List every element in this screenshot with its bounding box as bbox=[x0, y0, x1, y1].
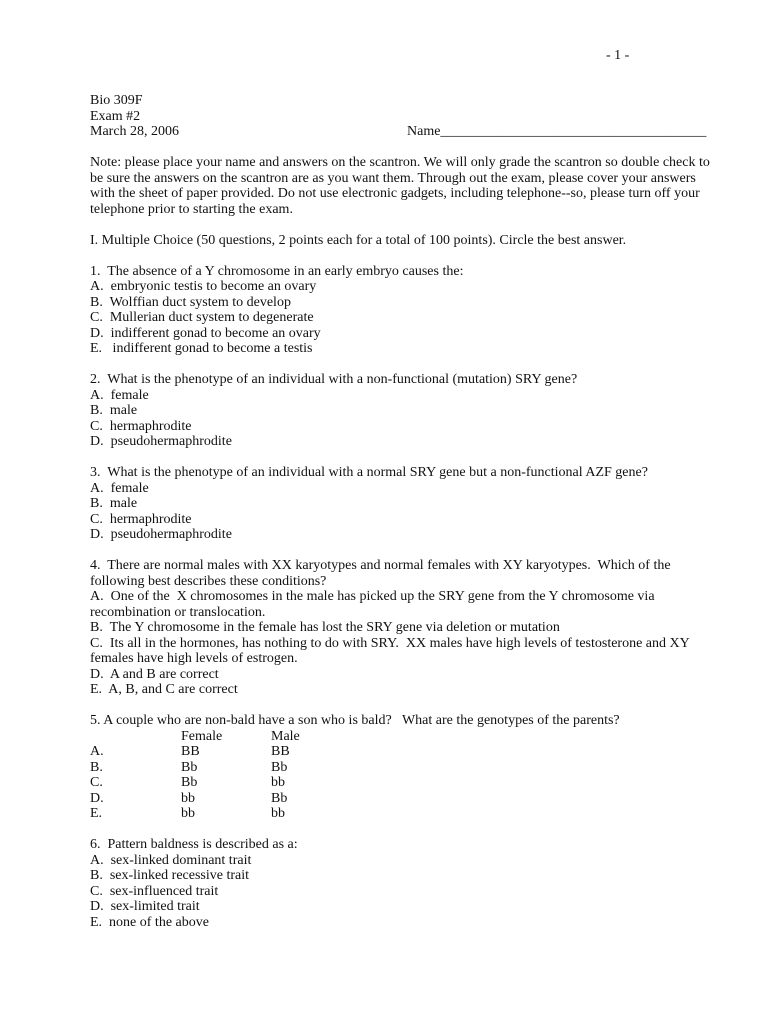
answer-option: B. male bbox=[90, 403, 138, 418]
question-1 bbox=[90, 264, 722, 357]
answer-option: A. One of the X chromosomes in the male has picked up the SRY gene from the Y chromosome via recombination or translocation. bbox=[90, 589, 659, 620]
female-genotype: BB bbox=[181, 744, 200, 759]
exam-date: March 28, 2006 bbox=[90, 124, 180, 139]
question-stem: 3. What is the phenotype of an individual with a normal SRY gene but a non-functional AZF gene? bbox=[90, 465, 648, 480]
question-stem: 6. Pattern baldness is described as a: bbox=[90, 837, 298, 852]
genotype-letter-header bbox=[90, 729, 181, 745]
answer-option: C. sex-influenced trait bbox=[90, 883, 219, 899]
question-stem: 5. A couple who are non-bald have a son who is bald? What are the genotypes of the parents? bbox=[90, 713, 620, 728]
exam-header bbox=[90, 93, 730, 140]
course-line: Bio 309F bbox=[90, 93, 143, 108]
exam-line: Exam #2 bbox=[90, 108, 141, 124]
answer-option: D. sex-limited trait bbox=[90, 899, 200, 914]
option-letter: A. bbox=[90, 744, 104, 759]
page-number: - 1 - bbox=[606, 48, 630, 63]
male-genotype: Bb bbox=[271, 790, 288, 806]
male-genotype: BB bbox=[271, 744, 290, 759]
answer-option: D. pseudohermaphrodite bbox=[90, 527, 232, 542]
question-3 bbox=[90, 465, 722, 543]
exam-body bbox=[90, 155, 722, 946]
question-6 bbox=[90, 837, 722, 930]
female-column-header: Female bbox=[181, 728, 223, 744]
female-genotype: Bb bbox=[181, 775, 198, 790]
answer-option: A. female bbox=[90, 387, 149, 403]
female-genotype: bb bbox=[181, 806, 195, 821]
answer-option: D. pseudohermaphrodite bbox=[90, 434, 232, 449]
male-genotype: Bb bbox=[271, 759, 288, 775]
male-column-header: Male bbox=[271, 728, 300, 744]
option-letter: E. bbox=[90, 806, 103, 821]
answer-option: C. Mullerian duct system to degenerate bbox=[90, 310, 314, 325]
option-letter: C. bbox=[90, 775, 103, 790]
answer-option: A. female bbox=[90, 480, 149, 496]
answer-option: E. indifferent gonad to become a testis bbox=[90, 341, 313, 356]
answer-option: C. Its all in the hormones, has nothing to do with SRY. XX males have high levels of testosterone and XY females have high levels of estrogen. bbox=[90, 635, 693, 666]
answer-option: B. male bbox=[90, 496, 138, 511]
male-genotype: bb bbox=[271, 806, 285, 821]
male-genotype: bb bbox=[271, 775, 285, 790]
genotype-row bbox=[90, 791, 300, 807]
exam-note: Note: please place your name and answers on the scantron. We will only grade the scantron so double check to be sure the answers on the scantron are as you want them. Through out the exam, please cover your answers with the sheet of paper provided. Do not use electronic gadgets, including telephone--so, please turn off your telephone prior to starting the exam. bbox=[90, 155, 710, 217]
date-name-row bbox=[90, 124, 730, 140]
answer-option: E. none of the above bbox=[90, 914, 209, 930]
question-4 bbox=[90, 558, 722, 698]
answer-option: D. A and B are correct bbox=[90, 666, 219, 682]
question-5 bbox=[90, 713, 722, 822]
genotype-row bbox=[90, 744, 300, 760]
genotype-row bbox=[90, 760, 300, 776]
answer-option: A. embryonic testis to become an ovary bbox=[90, 279, 317, 294]
answer-option: C. hermaphrodite bbox=[90, 511, 192, 527]
genotype-row bbox=[90, 806, 300, 822]
question-stem: 4. There are normal males with XX karyotypes and normal females with XY karyotypes. Which of the following best describes these conditions? bbox=[90, 558, 675, 589]
answer-option: B. The Y chromosome in the female has lost the SRY gene via deletion or mutation bbox=[90, 620, 560, 635]
answer-option: E. A, B, and C are correct bbox=[90, 682, 238, 697]
answer-option: B. sex-linked recessive trait bbox=[90, 868, 250, 883]
option-letter: D. bbox=[90, 790, 104, 806]
section-heading: I. Multiple Choice (50 questions, 2 points each for a total of 100 points). Circle the best answer. bbox=[90, 232, 627, 248]
genotype-row bbox=[90, 775, 300, 791]
option-letter: B. bbox=[90, 759, 103, 775]
female-genotype: Bb bbox=[181, 759, 198, 775]
question-stem: 2. What is the phenotype of an individual with a non-functional (mutation) SRY gene? bbox=[90, 372, 578, 387]
answer-option: B. Wolffian duct system to develop bbox=[90, 294, 291, 310]
genotype-header-row bbox=[90, 729, 300, 745]
name-field-line: Name______________________________________ bbox=[407, 124, 707, 139]
answer-option: A. sex-linked dominant trait bbox=[90, 852, 252, 868]
answer-option: D. indifferent gonad to become an ovary bbox=[90, 325, 321, 341]
question-2 bbox=[90, 372, 722, 450]
question-stem: 1. The absence of a Y chromosome in an early embryo causes the: bbox=[90, 263, 464, 279]
genotype-table bbox=[90, 729, 300, 822]
female-genotype: bb bbox=[181, 790, 195, 806]
answer-option: C. hermaphrodite bbox=[90, 418, 192, 434]
